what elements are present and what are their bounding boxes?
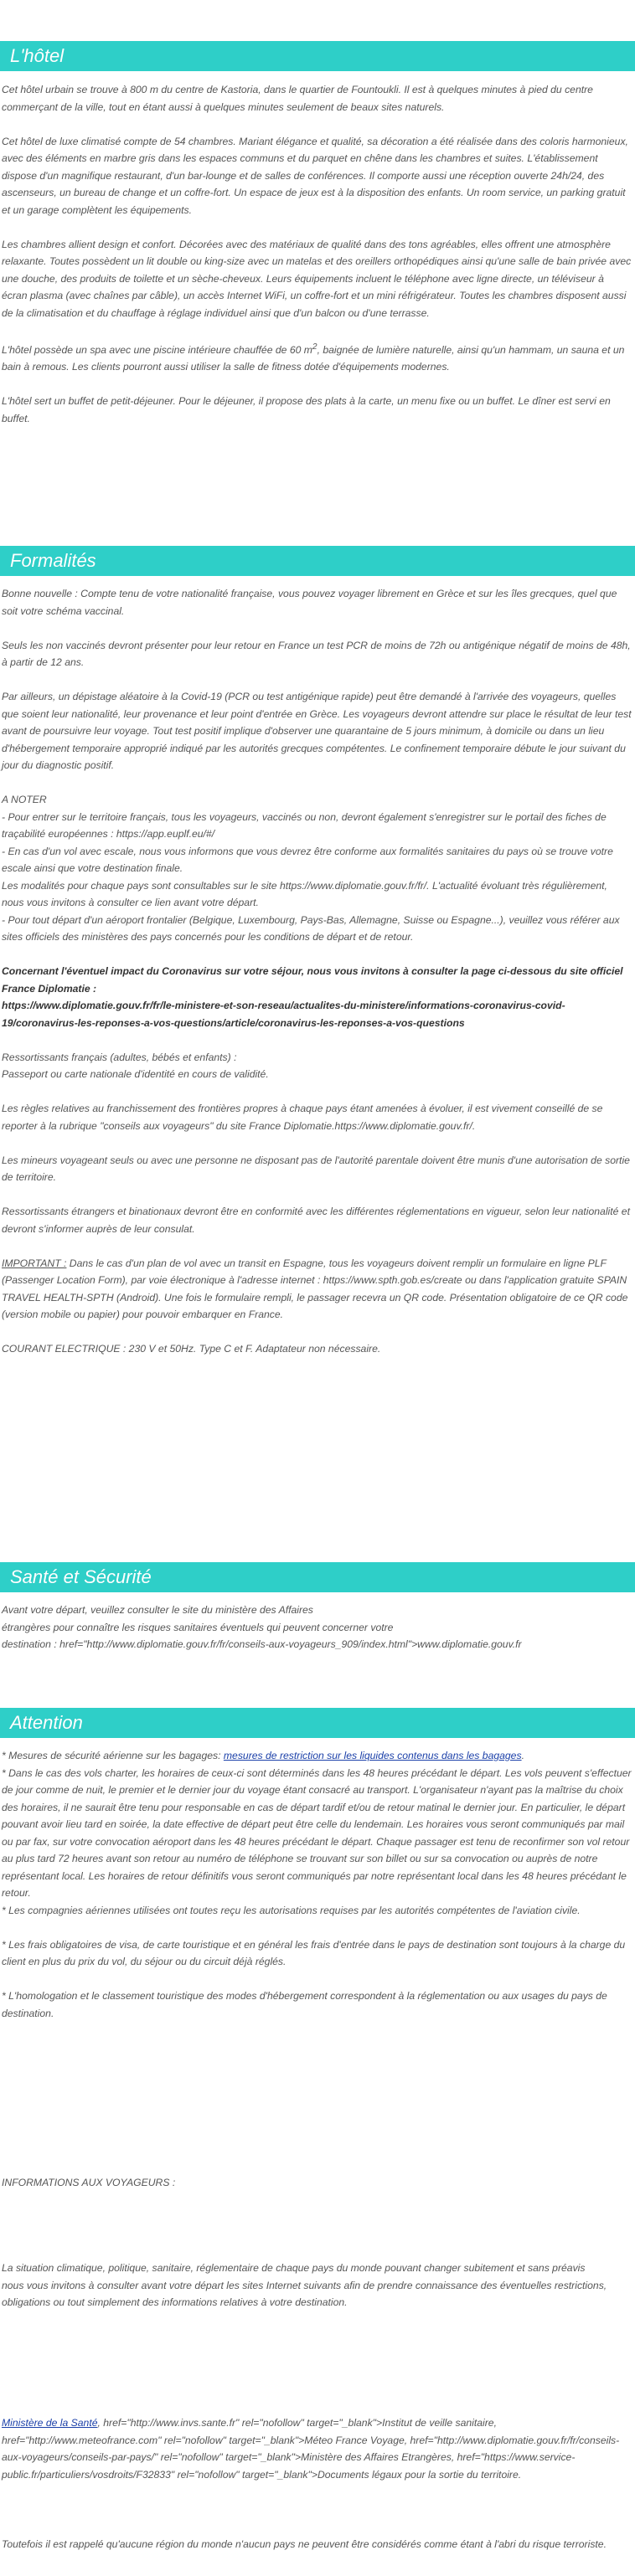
links-paragraph bbox=[2, 2414, 632, 2483]
hotel-paragraph: Cet hôtel urbain se trouve à 800 m du centre de Kastoria, dans le quartier de Fountoukli. Il est à quelques minutes à pied du centre commerçant de la ville, tout en étant aussi à quelques minutes seulement de beaux sites naturels. bbox=[2, 84, 593, 113]
links-text: , href="http://www.invs.sante.fr" rel="nofollow" target="_blank">Institut de veille sanitaire, href="http://www.meteofrance.com" rel="nofollow" target="_blank">Méteo France Voyage, href="http://www.diplomatie.gouv.fr/fr/conseils-aux-voyageurs/conseils-par-pays/" rel="nofollow" target="_blank">Ministère des Affaires Etrangères, href="https://www.service-public.fr/particuliers/vosdroits/F32833" rel="nofollow" target="_blank">Documents légaux pour la sortie du territoire. bbox=[2, 2417, 620, 2481]
attention-content bbox=[2, 1747, 632, 2022]
electric-current: COURANT ELECTRIQUE : 230 V et 50Hz. Type C et F. Adaptateur non nécessaire. bbox=[2, 1343, 381, 1355]
section-header-sante bbox=[0, 1562, 635, 1592]
sante-line: destination : href="http://www.diplomatie.gouv.fr/fr/conseils-aux-voyageurs_909/index.html">www.diplomatie.gouv.fr bbox=[2, 1638, 522, 1650]
formalites-paragraph: Bonne nouvelle : Compte tenu de votre nationalité française, vous pouvez voyager librement en Grèce et sur les îles grecques, quel que soit votre schéma vaccinal. bbox=[2, 588, 617, 617]
info-paragraph: nous vous invitons à consulter avant votre départ les sites Internet suivants afin de prendre connaissance des éventuelles restrictions, obligations ou tout simplement des informations relatives à votre destination. bbox=[2, 2279, 607, 2308]
info-title: INFORMATIONS AUX VOYAGEURS : bbox=[2, 2177, 176, 2188]
note-item: - Pour tout départ d'un aéroport frontalier (Belgique, Luxembourg, Pays-Bas, Allemagne, Suisse ou Espagne...), veuillez vous référer aux sites officiels des ministères des pays concernés pour les conditions de départ et de retour. bbox=[2, 913, 620, 943]
formalites-paragraph: Les règles relatives au franchissement des frontières propres à chaque pays étant amenées à évoluer, il est vivement conseillé de se reporter à la rubrique "conseils aux voyageurs" du site France Diplomatie.https://www.diplomatie.gouv.fr/. bbox=[2, 1103, 603, 1132]
formalites-paragraph: Seuls les non vaccinés devront présenter pour leur retour en France un test PCR de moins de 72h ou antigénique négatif de moins de 48h, à partir de 12 ans. bbox=[2, 639, 631, 668]
bullet-homologation: * L'homologation et le classement touristique des modes d'hébergement correspondent à la réglementation ou aux usages du pays de destination. bbox=[2, 1990, 607, 2019]
hotel-paragraph: L'hôtel sert un buffet de petit-déjeuner. Pour le déjeuner, il propose des plats à la carte, un menu fixe ou un buffet. Le dîner est servi en buffet. bbox=[2, 395, 611, 424]
important-label: IMPORTANT : bbox=[2, 1257, 67, 1269]
formalites-paragraph: Ressortissants français (adultes, bébés et enfants) : bbox=[2, 1051, 237, 1063]
formalites-paragraph: Passeport ou carte nationale d'identité en cours de validité. bbox=[2, 1068, 269, 1080]
hotel-paragraph: Cet hôtel de luxe climatisé compte de 54 chambres. Mariant élégance et qualité, sa décoration a été réalisée dans des coloris harmonieux, avec des éléments en marbre gris dans les espaces communs et du parquet en chêne dans les chambres et suites. L'établissement dispose d'un magnifique restaurant, d'un bar-lounge et de salles de conférences. Il comporte aussi une réception ouverte 24h/24, des ascenseurs, un bureau de change et un coffre-fort. Un espace de jeux est à la disposition des enfants. Un room service, un parking gratuit et un garage complètent les équipements. bbox=[2, 135, 628, 216]
spa-superscript: 2 bbox=[312, 342, 318, 352]
coronavirus-url: https://www.diplomatie.gouv.fr/fr/le-ministere-et-son-reseau/actualites-du-ministere/informations-coronavirus-covid-19/coronavirus-les-reponses-a-vos-questions/article/coronavirus-les-reponses-a-vos-questions bbox=[2, 1000, 565, 1029]
section-title-sante: Santé et Sécurité bbox=[10, 1566, 152, 1587]
bullet-airlines: * Les compagnies aériennes utilisées ont toutes reçu les autorisations requises par les autorités compétentes de l'aviation civile. bbox=[2, 1904, 581, 1916]
sante-content bbox=[2, 1602, 632, 1653]
section-header-hotel bbox=[0, 41, 635, 71]
bullet-visa: * Les frais obligatoires de visa, de carte touristique et en général les frais d'entrée dans le pays de destination sont toujours à la charge du client en plus du prix du vol, du séjour ou du circuit déjà réglés. bbox=[2, 1938, 626, 1967]
section-header-formalites bbox=[0, 546, 635, 576]
bullet-baggage-suffix: . bbox=[521, 1750, 524, 1761]
note-item: - Pour entrer sur le territoire français, tous les voyageurs, vaccinés ou non, devront également s'enregistrer sur le portail des fiches de traçabilité européennes : https://app.euplf.eu/#/ bbox=[2, 810, 607, 840]
note-item: Les modalités pour chaque pays sont consultables sur le site https://www.diplomatie.gouv.fr/fr/. L'actualité évoluant très régulièrement, nous vous invitons à consulter ce lien avant votre départ. bbox=[2, 879, 607, 908]
section-header-attention bbox=[0, 1708, 635, 1738]
sante-line: Avant votre départ, veuillez consulter le site du ministère des Affaires bbox=[2, 1604, 313, 1616]
final-content bbox=[2, 2536, 632, 2553]
sante-line: étrangères pour connaître les risques sanitaires éventuels qui peuvent concerner votre bbox=[2, 1621, 394, 1633]
coronavirus-notice: Concernant l'éventuel impact du Coronavirus sur votre séjour, nous vous invitons à consulter la page ci-dessous du site officiel France Diplomatie : bbox=[2, 965, 623, 995]
formalites-paragraph: Les mineurs voyageant seuls ou avec une personne ne disposant pas de l'autorité parentale doivent être munis d'une autorisation de sortie de territoire. bbox=[2, 1154, 630, 1183]
important-paragraph bbox=[2, 1255, 632, 1324]
hotel-paragraph-spa bbox=[2, 339, 632, 376]
note-title: A NOTER bbox=[2, 794, 47, 805]
hotel-content bbox=[2, 81, 632, 427]
bullet-baggage bbox=[2, 1747, 632, 1765]
spa-text-b: , baignée de lumière naturelle, ainsi qu'un hammam, un sauna et un bain à remous. Les clients pourront aussi utiliser la salle de fitness dotée d'équipements modernes. bbox=[2, 343, 625, 373]
formalites-paragraph: Par ailleurs, un dépistage aléatoire à la Covid-19 (PCR ou test antigénique rapide) peut être demandé à l'arrivée des voyageurs, quelles que soient leur nationalité, leur provenance et leur point d'entrée en Grèce. Les voyageurs devront attendre sur place le résultat de leur test avant de poursuivre leur voyage. Tout test positif implique d'observer une quarantaine de 5 jours minimum, à domicile ou dans un lieu d'hébergement temporaire approprié indiqué par les autorités grecques compétentes. Le confinement temporaire débute le jour suivant du jour du diagnostic positif. bbox=[2, 691, 632, 771]
section-title-formalites: Formalités bbox=[10, 550, 96, 571]
section-title-hotel: L'hôtel bbox=[10, 45, 65, 66]
formalites-paragraph: Ressortissants étrangers et binationaux devront être en conformité avec les différentes réglementations en vigueur, selon leur nationalité et devront s'informer auprès de leur consulat. bbox=[2, 1206, 630, 1235]
hotel-paragraph: Les chambres allient design et confort. Décorées avec des matériaux de qualité dans des tons agréables, elles offrent une atmosphère relaxante. Toutes possèdent un lit double ou king-size avec un matelas et des oreillers orthopédiques ainsi qu'une salle de bain privée avec une douche, des produits de toilette et un sèche-cheveux. Leurs équipements incluent le téléphone avec ligne directe, un téléviseur à écran plasma (avec chaînes par câble), un accès Internet WiFi, un coffre-fort et un mini réfrigérateur. Toutes les chambres disposent aussi de la climatisation et du chauffage à réglage individuel ainsi que d'un balcon ou d'une terrasse. bbox=[2, 238, 632, 319]
terrorism-notice: Toutefois il est rappelé qu'aucune région du monde n'aucun pays ne peuvent être considérés comme étant à l'abri du risque terroriste. bbox=[2, 2538, 607, 2550]
ministere-sante-link[interactable]: Ministère de la Santé bbox=[2, 2417, 98, 2429]
info-paragraph: La situation climatique, politique, sanitaire, réglementaire de chaque pays du monde pouvant changer subitement et sans préavis bbox=[2, 2262, 586, 2274]
spa-text-a: L'hôtel possède un spa avec une piscine intérieure chauffée de 60 m bbox=[2, 343, 312, 356]
section-title-attention: Attention bbox=[10, 1712, 83, 1733]
info-content bbox=[2, 2260, 632, 2311]
note-item: - En cas d'un vol avec escale, nous vous informons que vous devrez être conforme aux formalités sanitaires du pays où se trouve votre escale ainsi que votre destination finale. bbox=[2, 845, 613, 874]
liquids-restriction-link[interactable]: mesures de restriction sur les liquides contenus dans les bagages bbox=[223, 1750, 522, 1761]
formalites-content bbox=[2, 585, 632, 1358]
links-content bbox=[2, 2414, 632, 2483]
bullet-charter: * Dans le cas des vols charter, les horaires de ceux-ci sont déterminés dans les 48 heures précédant le départ. Les vols peuvent s'effectuer de jour comme de nuit, le premier et le dernier jour du voyage étant consacré au transport. L'organisateur n'ayant pas la maîtrise du choix des horaires, il ne saurait être tenu pour responsable en cas de départ tardif et/ou de retour matinal le dernier jour. En particulier, le départ pouvant avoir lieu tard en soirée, la date effective de départ peut être celle du lendemain. Les horaires vous seront communiqués par mail ou par fax, sur votre convocation aéroport dans les 48 heures précédant le départ. Chaque passager est tenu de reconfirmer son vol retour au plus tard 72 heures avant son retour au numéro de téléphone se trouvant sur son billet ou sur sa convocation ou auprès de notre représentant local. Les horaires de retour définitifs vous seront communiqués par notre représentant local dans les 48 heures précédant le retour. bbox=[2, 1766, 632, 1899]
important-text: Dans le cas d'un plan de vol avec un transit en Espagne, tous les voyageurs doivent remplir un formulaire en ligne PLF (Passenger Location Form), par voie électronique à l'adresse internet : https://www.spth.gob.es/create ou dans l'application gratuite SPAIN TRAVEL HEALTH-SPTH (Android). Une fois le formulaire rempli, le passager recevra un QR code. Présentation obligatoire de ce QR code (version mobile ou papier) pour pouvoir embarquer en France. bbox=[2, 1257, 628, 1320]
info-title-block bbox=[2, 2174, 632, 2192]
bullet-baggage-prefix: * Mesures de sécurité aérienne sur les bagages: bbox=[2, 1750, 224, 1761]
